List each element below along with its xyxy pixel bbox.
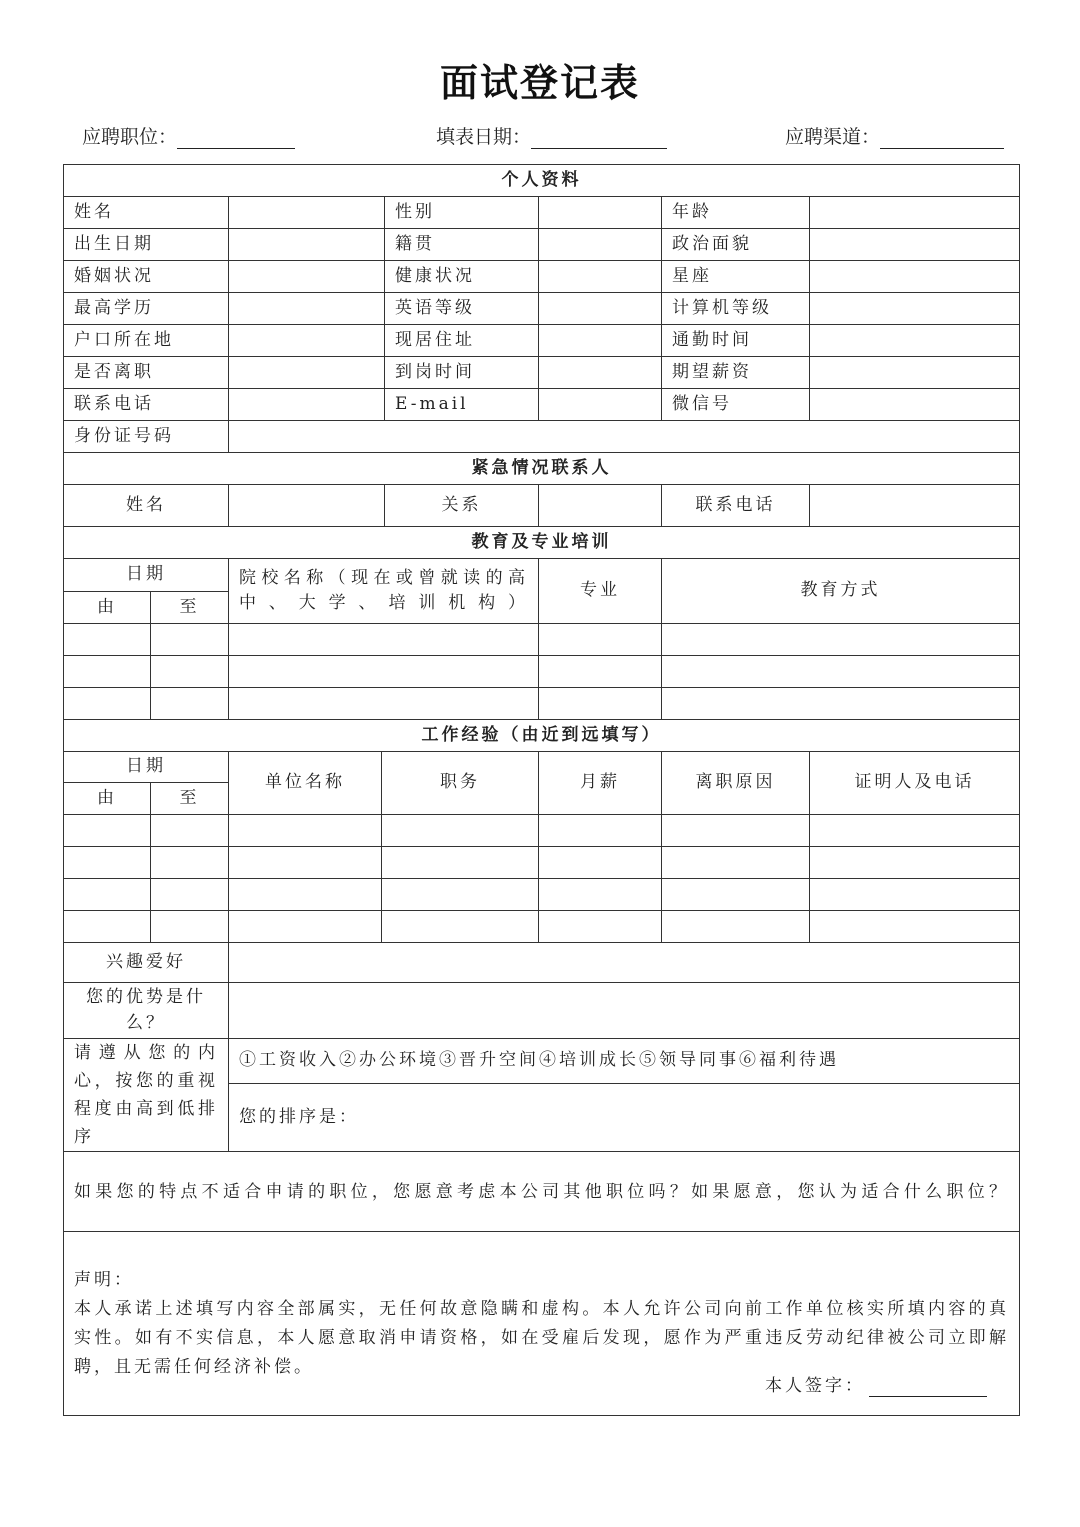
work-reason-cell[interactable] <box>662 879 810 911</box>
hukou-value[interactable] <box>229 325 385 357</box>
work-from-cell[interactable] <box>64 815 151 847</box>
edu-major-header: 专业 <box>539 559 662 624</box>
health-label: 健康状况 <box>385 261 539 293</box>
education-level-label: 最高学历 <box>64 293 229 325</box>
zodiac-value[interactable] <box>810 261 1020 293</box>
phone-label: 联系电话 <box>64 389 229 421</box>
commute-value[interactable] <box>810 325 1020 357</box>
resigned-value[interactable] <box>229 357 385 389</box>
edu-mode-cell[interactable] <box>662 624 1020 656</box>
work-to-cell[interactable] <box>151 879 229 911</box>
channel-field <box>785 122 1004 149</box>
work-from-cell[interactable] <box>64 879 151 911</box>
edu-from-header: 由 <box>64 592 151 624</box>
table-row <box>64 559 1020 592</box>
birthdate-value[interactable] <box>229 229 385 261</box>
work-reason-cell[interactable] <box>662 815 810 847</box>
priority-label: 请遵从您的内心，按您的重视程度由高到低排序 <box>64 1039 229 1152</box>
table-row <box>64 325 1020 357</box>
table-row <box>64 688 1020 720</box>
page-title: 面试登记表 <box>439 61 640 105</box>
work-company-header: 单位名称 <box>229 752 382 815</box>
hometown-value[interactable] <box>539 229 662 261</box>
work-position-cell[interactable] <box>382 879 539 911</box>
date-label: 填表日期： <box>436 126 532 148</box>
hukou-label: 户口所在地 <box>64 325 229 357</box>
hobbies-label: 兴趣爱好 <box>64 943 229 983</box>
work-reference-cell[interactable] <box>810 815 1020 847</box>
edu-major-cell[interactable] <box>539 688 662 720</box>
work-salary-cell[interactable] <box>539 847 662 879</box>
work-reason-cell[interactable] <box>662 911 810 943</box>
strengths-label: 您的优势是什么？ <box>64 983 229 1039</box>
table-row <box>64 624 1020 656</box>
table-row <box>64 815 1020 847</box>
work-company-cell[interactable] <box>229 879 382 911</box>
strengths-value[interactable] <box>229 983 1020 1039</box>
channel-label: 应聘渠道： <box>785 126 881 148</box>
edu-mode-cell[interactable] <box>662 656 1020 688</box>
age-label: 年龄 <box>662 197 810 229</box>
work-from-cell[interactable] <box>64 847 151 879</box>
declaration-cell <box>64 1232 1020 1416</box>
table-row <box>64 421 1020 453</box>
declaration-heading: 声明： <box>74 1269 134 1290</box>
start-date-value[interactable] <box>539 357 662 389</box>
english-level-value[interactable] <box>539 293 662 325</box>
table-row <box>64 911 1020 943</box>
position-input-line[interactable] <box>177 128 295 149</box>
channel-input-line[interactable] <box>880 128 1004 149</box>
personal-section-title: 个人资料 <box>64 165 1020 197</box>
political-status-label: 政治面貌 <box>662 229 810 261</box>
marital-status-value[interactable] <box>229 261 385 293</box>
hobbies-value[interactable] <box>229 943 1020 983</box>
emergency-phone-value[interactable] <box>810 485 1020 527</box>
emergency-name-label: 姓名 <box>64 485 229 527</box>
work-company-cell[interactable] <box>229 847 382 879</box>
emergency-relation-label: 关系 <box>385 485 539 527</box>
work-to-cell[interactable] <box>151 847 229 879</box>
work-position-cell[interactable] <box>382 815 539 847</box>
work-reference-cell[interactable] <box>810 911 1020 943</box>
work-salary-cell[interactable] <box>539 911 662 943</box>
table-row <box>64 293 1020 325</box>
edu-to-cell[interactable] <box>151 688 229 720</box>
id-number-value[interactable] <box>229 421 1020 453</box>
table-row <box>64 1152 1020 1232</box>
table-row <box>64 229 1020 261</box>
work-salary-cell[interactable] <box>539 879 662 911</box>
table-row <box>64 847 1020 879</box>
edu-date-header: 日期 <box>64 559 229 592</box>
wechat-label: 微信号 <box>662 389 810 421</box>
work-reason-cell[interactable] <box>662 847 810 879</box>
work-company-cell[interactable] <box>229 815 382 847</box>
edu-to-header: 至 <box>151 592 229 624</box>
edu-from-cell[interactable] <box>64 624 151 656</box>
edu-school-cell[interactable] <box>229 624 539 656</box>
work-company-cell[interactable] <box>229 911 382 943</box>
resigned-label: 是否离职 <box>64 357 229 389</box>
gender-value[interactable] <box>539 197 662 229</box>
table-row <box>64 261 1020 293</box>
interview-form-table <box>63 164 1020 1416</box>
expected-salary-label: 期望薪资 <box>662 357 810 389</box>
wechat-value[interactable] <box>810 389 1020 421</box>
table-row <box>64 656 1020 688</box>
position-field <box>82 122 295 149</box>
emergency-relation-value[interactable] <box>539 485 662 527</box>
edu-to-cell[interactable] <box>151 656 229 688</box>
work-section-title: 工作经验（由近到远填写） <box>64 720 1020 752</box>
table-row <box>64 983 1020 1039</box>
edu-major-cell[interactable] <box>539 624 662 656</box>
name-value[interactable] <box>229 197 385 229</box>
english-level-label: 英语等级 <box>385 293 539 325</box>
edu-from-cell[interactable] <box>64 656 151 688</box>
work-to-cell[interactable] <box>151 911 229 943</box>
signature-line[interactable] <box>869 1376 987 1397</box>
work-salary-cell[interactable] <box>539 815 662 847</box>
work-reference-header: 证明人及电话 <box>810 752 1020 815</box>
expected-salary-value[interactable] <box>810 357 1020 389</box>
table-row <box>64 485 1020 527</box>
education-section-title: 教育及专业培训 <box>64 527 1020 559</box>
name-label: 姓名 <box>64 197 229 229</box>
emergency-name-value[interactable] <box>229 485 385 527</box>
edu-school-cell[interactable] <box>229 688 539 720</box>
phone-value[interactable] <box>229 389 385 421</box>
gender-label: 性别 <box>385 197 539 229</box>
address-label: 现居住址 <box>385 325 539 357</box>
date-field <box>436 122 667 149</box>
edu-mode-header: 教育方式 <box>662 559 1020 624</box>
table-row <box>64 752 1020 783</box>
priority-ranking[interactable]: 您的排序是： <box>229 1084 1020 1152</box>
work-position-cell[interactable] <box>382 911 539 943</box>
health-value[interactable] <box>539 261 662 293</box>
work-reference-cell[interactable] <box>810 847 1020 879</box>
start-date-label: 到岗时间 <box>385 357 539 389</box>
email-label: E-mail <box>385 389 539 421</box>
other-position-question[interactable]: 如果您的特点不适合申请的职位，您愿意考虑本公司其他职位吗？如果愿意，您认为适合什么职位？ <box>64 1152 1020 1232</box>
computer-level-value[interactable] <box>810 293 1020 325</box>
marital-status-label: 婚姻状况 <box>64 261 229 293</box>
emergency-phone-label: 联系电话 <box>662 485 810 527</box>
table-row <box>64 943 1020 983</box>
signature-label: 本人签字： <box>765 1376 865 1396</box>
education-level-value[interactable] <box>229 293 385 325</box>
table-row <box>64 357 1020 389</box>
edu-school-header: 院校名称（现在或曾就读的高中、大学、培训机构） <box>229 559 539 624</box>
table-row <box>64 389 1020 421</box>
computer-level-label: 计算机等级 <box>662 293 810 325</box>
work-to-header: 至 <box>151 783 229 815</box>
edu-mode-cell[interactable] <box>662 688 1020 720</box>
table-row <box>64 1039 1020 1084</box>
table-row <box>64 197 1020 229</box>
position-label: 应聘职位： <box>82 126 178 148</box>
emergency-section-title: 紧急情况联系人 <box>64 453 1020 485</box>
signature-field <box>765 1372 987 1401</box>
age-value[interactable] <box>810 197 1020 229</box>
work-date-header: 日期 <box>64 752 229 783</box>
table-row <box>64 879 1020 911</box>
address-value[interactable] <box>539 325 662 357</box>
declaration-text: 本人承诺上述填写内容全部属实，无任何故意隐瞒和虚构。本人允许公司向前工作单位核实所填内容的真实性。如有不实信息，本人愿意取消申请资格，如在受雇后发现，愿作为严重违反劳动纪律被公司立即解聘，且无需任何经济补偿。 <box>74 1298 1009 1377</box>
birthdate-label: 出生日期 <box>64 229 229 261</box>
zodiac-label: 星座 <box>662 261 810 293</box>
work-salary-header: 月薪 <box>539 752 662 815</box>
edu-school-cell[interactable] <box>229 656 539 688</box>
work-position-cell[interactable] <box>382 847 539 879</box>
work-from-cell[interactable] <box>64 911 151 943</box>
work-to-cell[interactable] <box>151 815 229 847</box>
work-reference-cell[interactable] <box>810 879 1020 911</box>
id-number-label: 身份证号码 <box>64 421 229 453</box>
table-row <box>64 1232 1020 1416</box>
political-status-value[interactable] <box>810 229 1020 261</box>
commute-label: 通勤时间 <box>662 325 810 357</box>
priority-options: ①工资收入②办公环境③晋升空间④培训成长⑤领导同事⑥福利待遇 <box>229 1039 1020 1084</box>
email-value[interactable] <box>539 389 662 421</box>
work-position-header: 职务 <box>382 752 539 815</box>
work-reason-header: 离职原因 <box>662 752 810 815</box>
hometown-label: 籍贯 <box>385 229 539 261</box>
edu-to-cell[interactable] <box>151 624 229 656</box>
edu-major-cell[interactable] <box>539 656 662 688</box>
date-input-line[interactable] <box>531 128 667 149</box>
work-from-header: 由 <box>64 783 151 815</box>
edu-from-cell[interactable] <box>64 688 151 720</box>
